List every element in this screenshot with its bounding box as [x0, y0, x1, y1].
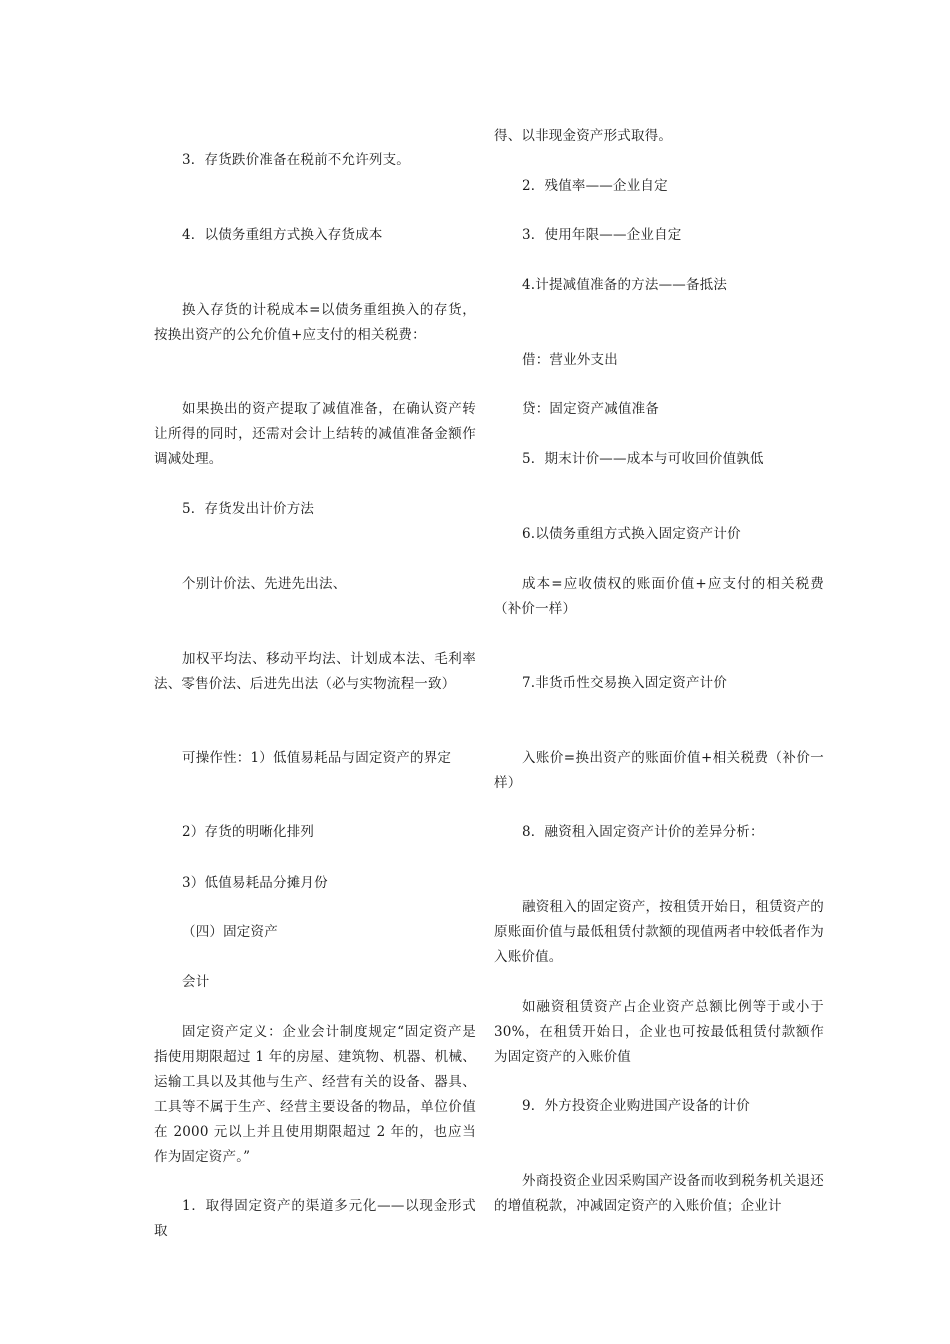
paragraph: 成本=应收债权的账面价值+应支付的相关税费（补价一样） [494, 576, 824, 617]
paragraph: 3．存货跌价准备在税前不允许列支。 [182, 152, 410, 168]
paragraph: 4．以债务重组方式换入存货成本 [182, 227, 383, 243]
paragraph: 如融资租赁资产占企业资产总额比例等于或小于 30%，在租赁开始日，企业也可按最低租赁付款额作为固定资产的入账价值 [494, 999, 824, 1065]
paragraph: 入账价=换出资产的账面价值+相关税费（补价一样） [494, 750, 824, 791]
paragraph: 融资租入的固定资产，按租赁开始日，租赁资产的原账面价值与最低租赁付款额的现值两者中较低者作为入账价值。 [494, 899, 824, 965]
paragraph: 6.以债务重组方式换入固定资产计价 [522, 526, 741, 542]
paragraph: 借：营业外支出 [522, 352, 618, 368]
paragraph: 5．存货发出计价方法 [182, 501, 315, 517]
paragraph: 1．取得固定资产的渠道多元化——以现金形式取 [154, 1198, 476, 1239]
paragraph: 2．残值率——企业自定 [522, 178, 668, 194]
paragraph: 贷：固定资产减值准备 [522, 401, 659, 417]
section-heading: （四）固定资产 [182, 924, 278, 940]
paragraph: 加权平均法、移动平均法、计划成本法、毛利率法、零售价法、后进先出法（必与实物流程一致） [154, 651, 476, 692]
right-column [494, 0, 824, 1344]
paragraph: 8．融资租入固定资产计价的差异分析： [522, 824, 764, 840]
paragraph: 2）存货的明晰化排列 [182, 824, 315, 840]
paragraph: 会计 [182, 974, 210, 990]
paragraph: 7.非货币性交易换入固定资产计价 [522, 675, 728, 691]
paragraph: 换入存货的计税成本=以债务重组换入的存货，按换出资产的公允价值+应支付的相关税费： [154, 302, 476, 343]
paragraph: 可操作性：1）低值易耗品与固定资产的界定 [182, 750, 452, 766]
paragraph: 5．期末计价——成本与可收回价值孰低 [522, 451, 764, 467]
paragraph: 得、以非现金资产形式取得。 [494, 128, 673, 144]
paragraph: 3）低值易耗品分摊月份 [182, 875, 328, 891]
paragraph: 9．外方投资企业购进国产设备的计价 [522, 1098, 750, 1114]
paragraph: 4.计提减值准备的方法——备抵法 [522, 277, 728, 293]
paragraph: 如果换出的资产提取了减值准备，在确认资产转让所得的同时，还需对会计上结转的减值准备金额作调减处理。 [154, 401, 476, 467]
paragraph: 个别计价法、先进先出法、 [182, 576, 347, 592]
paragraph: 固定资产定义：企业会计制度规定“固定资产是指使用期限超过 1 年的房屋、建筑物、机器、机械、运输工具以及其他与生产、经营有关的设备、器具、工具等不属于生产、经营主要设备的物品，单位价值在 2000 元以上并且使用期限超过 2 年的，也应当作为固定资产。” [154, 1024, 476, 1165]
paragraph: 3．使用年限——企业自定 [522, 227, 682, 243]
paragraph: 外商投资企业因采购国产设备而收到税务机关退还的增值税款，冲减固定资产的入账价值；企业计 [494, 1173, 824, 1214]
left-column [154, 0, 476, 1344]
